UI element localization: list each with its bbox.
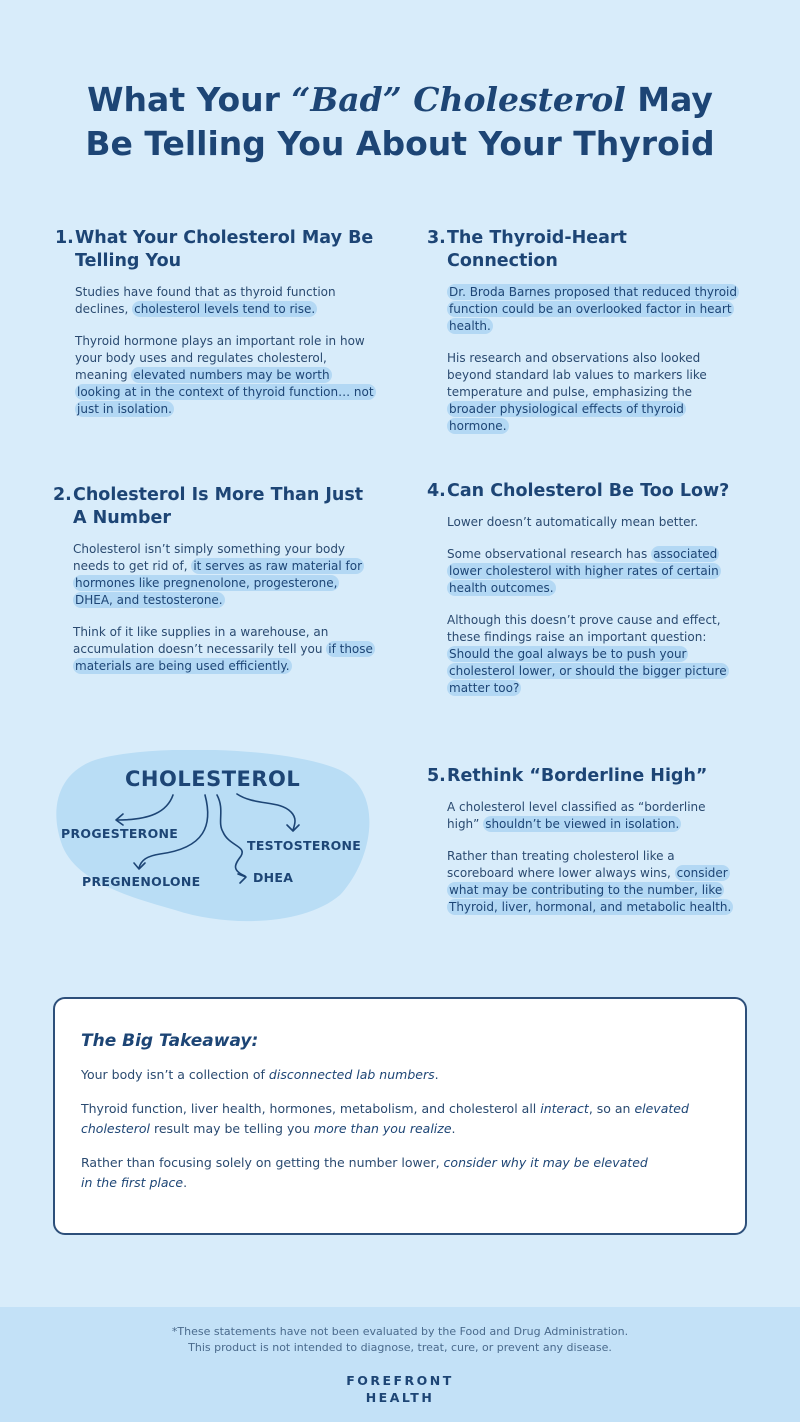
section-2-number: 2. [53,485,72,505]
section-4-title: Can Cholesterol Be Too Low? [447,481,730,501]
section-1-title: What Your Cholesterol May Be Telling You [75,228,374,271]
section-2 [53,484,373,690]
highlight: elevated numbers may be worth looking at in the context of thyroid function… not just in isolation. [77,368,374,416]
section-1-paragraph-1: Studies have found that as thyroid function declines, cholesterol levels tend to rise. [75,285,336,316]
highlight: Dr. Broda Barnes proposed that reduced thyroid function could be an overlooked factor in heart health. [449,285,737,333]
diagram-pregnenolone-label: PREGNENOLONE [82,874,201,889]
highlight: broader physiological effects of thyroid hormone. [449,402,684,433]
section-2-paragraph-2: Think of it like supplies in a warehouse, an accumulation doesn’t necessarily tell you if those materials are being used efficiently. [73,625,373,673]
section-5-body [447,799,737,916]
footer [0,1307,800,1422]
diagram-progesterone-label: PROGESTERONE [61,826,179,841]
section-1 [55,227,375,433]
page-title [0,78,800,166]
section-4-body [447,514,737,697]
section-5-title: Rethink “Borderline High” [447,766,708,786]
title-script-phrase: “Bad” Cholesterol [291,80,626,119]
takeaway-paragraph-3: Rather than focusing solely on getting the number lower, consider why it may be elevated in the first place. [81,1155,648,1190]
takeaway-paragraph-2: Thyroid function, liver health, hormones, metabolism, and cholesterol all interact, so an elevated cholesterol result may be telling you more than you realize. [81,1101,689,1136]
section-4 [427,480,737,712]
section-2-paragraph-1: Cholesterol isn’t simply something your body needs to get rid of, it serves as raw material for hormones like pregnenolone, progesterone, DHEA, and testosterone. [73,542,363,607]
section-3-paragraph-2: His research and observations also looked beyond standard lab values to markers like temperature and pulse, emphasizing the broader physiological effects of thyroid hormone. [447,351,707,433]
section-1-paragraph-2: Thyroid hormone plays an important role in how your body uses and regulates cholesterol, meaning elevated numbers may be worth looking at in the context of thyroid function… not just in isolation. [75,334,374,416]
section-5-number: 5. [427,766,446,786]
diagram-testosterone-label: TESTOSTERONE [247,838,362,853]
diagram-cholesterol-label: CHOLESTEROL [125,767,301,791]
section-4-paragraph-1: Lower doesn’t automatically mean better. [447,515,699,529]
title-line-1: What Your “Bad” Cholesterol May [87,80,713,119]
highlight: if those materials are being used efficiently. [75,642,373,673]
takeaway-box [53,997,747,1235]
section-1-heading [55,227,375,273]
section-4-number: 4. [427,481,446,501]
section-3-heading [427,227,737,273]
highlight: Should the goal always be to push your cholesterol lower, or should the bigger picture matter too? [449,647,727,695]
highlight: associated lower cholesterol with higher rates of certain health outcomes. [449,547,719,595]
highlight: cholesterol levels tend to rise. [134,302,316,316]
highlight: consider what may be contributing to the number, like Thyroid, liver, hormonal, and metabolic health. [449,866,732,914]
section-2-title: Cholesterol Is More Than Just A Number [73,485,364,528]
section-3-number: 3. [427,228,446,248]
brand-logo: FOREFRONT HEALTH [346,1373,454,1405]
section-4-heading [427,480,737,503]
section-3-paragraph-1 [447,284,737,335]
section-2-body [73,541,373,675]
cholesterol-diagram [55,750,375,925]
section-5-paragraph-1: A cholesterol level classified as “borderline high” shouldn’t be viewed in isolation. [447,800,706,831]
diagram-dhea-label: DHEA [253,870,294,885]
takeaway-paragraph-1: Your body isn’t a collection of disconnected lab numbers. [81,1067,439,1082]
section-4-paragraph-2: Some observational research has associated lower cholesterol with higher rates of certain health outcomes. [447,547,719,595]
section-5-paragraph-2: Rather than treating cholesterol like a scoreboard where lower always wins, consider what may be contributing to the number, like Thyroid, liver, hormonal, and metabolic health. [447,849,732,914]
takeaway-title: The Big Takeaway: [81,1031,259,1051]
title-line-2: Be Telling You About Your Thyroid [85,124,715,163]
fda-disclaimer: *These statements have not been evaluated by the Food and Drug Administration. This product is not intended to diagnose, treat, cure, or prevent any disease. [171,1325,629,1354]
section-1-number: 1. [55,228,74,248]
section-5 [427,765,737,931]
highlight: it serves as raw material for hormones like pregnenolone, progesterone, DHEA, and testosterone. [75,559,363,607]
highlight: shouldn’t be viewed in isolation. [485,817,680,831]
section-5-heading [427,765,737,788]
section-3 [427,227,737,450]
section-3-body [447,284,737,435]
section-3-title: The Thyroid-Heart Connection [447,228,627,271]
section-2-heading [53,484,373,530]
section-4-paragraph-3: Although this doesn’t prove cause and effect, these findings raise an important question: Should the goal always be to push your cholesterol lower, or should the bigger picture matter too? [447,613,727,695]
section-1-body [75,284,375,418]
